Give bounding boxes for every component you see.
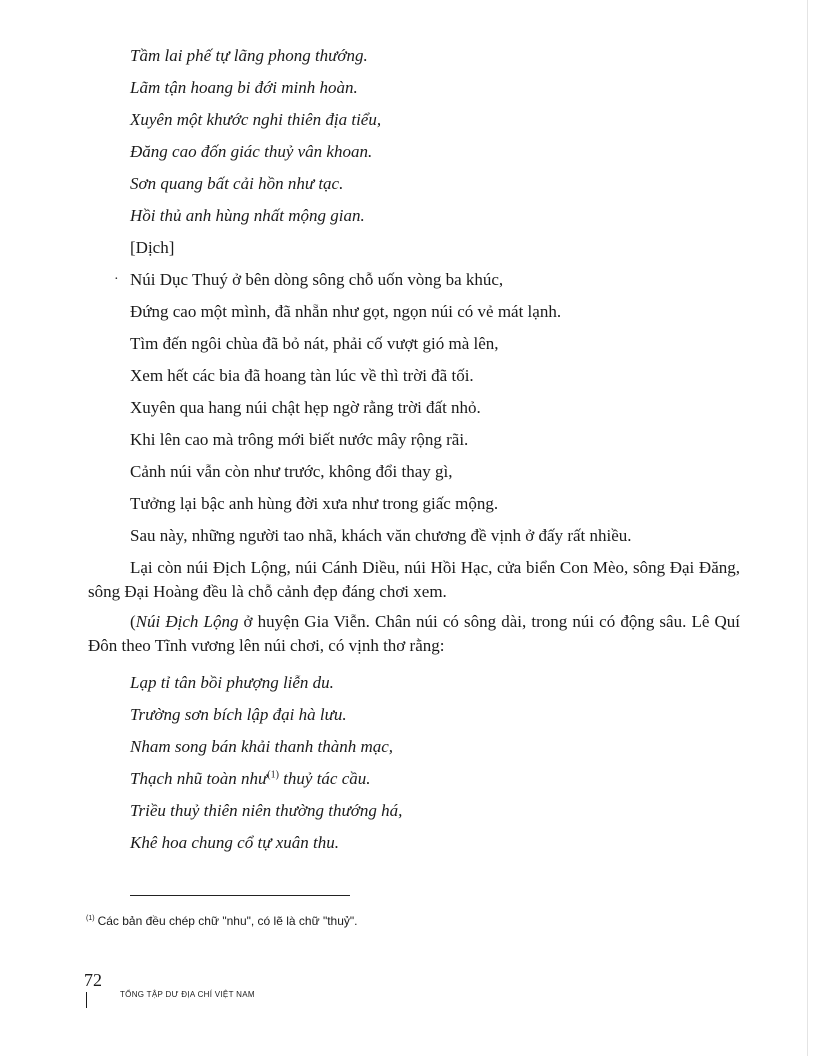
translation-line: Tưởng lại bậc anh hùng đời xưa như trong giấc mộng. <box>130 494 499 513</box>
paragraph-rest: ở huyện Gia Viễn. Chân núi có sông dài, trong núi có động sâu. Lê Quí Đôn theo Tĩnh vương lên núi chơi, có vịnh thơ rằng: <box>88 612 740 655</box>
poem-line: Sơn quang bất cải hồn như tạc. <box>130 174 344 193</box>
page-number: 72 <box>84 970 102 990</box>
poem-original-top <box>130 40 381 264</box>
place-name-italic: Núi Địch Lộng <box>135 612 239 631</box>
footnote <box>86 912 357 930</box>
poem-translation <box>114 264 632 552</box>
footnote-marker: (1) <box>86 915 95 922</box>
footnote-reference: (1) <box>267 769 279 781</box>
poem-line: Triều thuỷ thiên niên thường thướng há, <box>130 801 403 820</box>
poem-line: Hồi thủ anh hùng nhất mộng gian. <box>130 206 365 225</box>
poem-line: Đăng cao đốn giác thuỷ vân khoan. <box>130 142 373 161</box>
translation-line: Cảnh núi vẫn còn như trước, không đổi thay gì, <box>130 462 453 481</box>
poem-line: Khê hoa chung cổ tự xuân thu. <box>130 833 339 852</box>
body-paragraph-dich-long <box>88 610 740 658</box>
poem-line: Lãm tận hoang bi đới minh hoàn. <box>130 78 358 97</box>
translation-label: [Dịch] <box>130 238 175 257</box>
poem-line-end: thuỷ tác cầu. <box>278 769 371 788</box>
poem-line: Tầm lai phế tự lãng phong thướng. <box>130 46 368 65</box>
translation-line <box>114 264 632 296</box>
body-paragraph: Lại còn núi Địch Lộng, núi Cánh Diều, núi Hồi Hạc, cửa biển Con Mèo, sông Đại Đăng, sông Đại Hoàng đều là chỗ cảnh đẹp đáng chơi xem. <box>88 558 740 601</box>
translation-line: Xem hết các bia đã hoang tàn lúc về thì trời đã tối. <box>130 366 474 385</box>
open-paren: ( <box>130 612 136 631</box>
translation-line: Tìm đến ngôi chùa đã bỏ nát, phải cố vượt gió mà lên, <box>130 334 499 353</box>
translation-line: Đứng cao một mình, đã nhẵn như gọt, ngọn núi có vẻ mát lạnh. <box>130 302 562 321</box>
translation-line: Khi lên cao mà trông mới biết nước mây rộng rãi. <box>130 430 469 449</box>
translation-line: Sau này, những người tao nhã, khách văn chương đề vịnh ở đấy rất nhiều. <box>130 526 632 545</box>
page-number-rule <box>86 992 87 1008</box>
poem-line: Trường sơn bích lập đại hà lưu. <box>130 705 347 724</box>
footnote-divider <box>130 895 350 896</box>
translation-line-text: Núi Dục Thuý ở bên dòng sông chỗ uốn vòng ba khúc, <box>130 270 504 289</box>
page-edge-shadow <box>807 0 808 1056</box>
running-footer: TỔNG TẬP DƯ ĐỊA CHÍ VIỆT NAM <box>120 990 255 999</box>
poem-original-bottom <box>130 667 402 859</box>
poem-line: Lạp tỉ tân bồi phượng liễn du. <box>130 673 334 692</box>
poem-line <box>130 763 402 795</box>
bullet-mark: · <box>114 272 119 287</box>
poem-line: Xuyên một khước nghi thiên địa tiểu, <box>130 110 382 129</box>
footnote-text: Các bản đều chép chữ "nhu", có lẽ là chữ "thuỷ". <box>97 914 358 928</box>
translation-line: Xuyên qua hang núi chật hẹp ngờ rằng trời đất nhỏ. <box>130 398 481 417</box>
poem-line-start: Thạch nhũ toàn như <box>130 769 268 788</box>
poem-line: Nham song bán khải thanh thành mạc, <box>130 737 394 756</box>
